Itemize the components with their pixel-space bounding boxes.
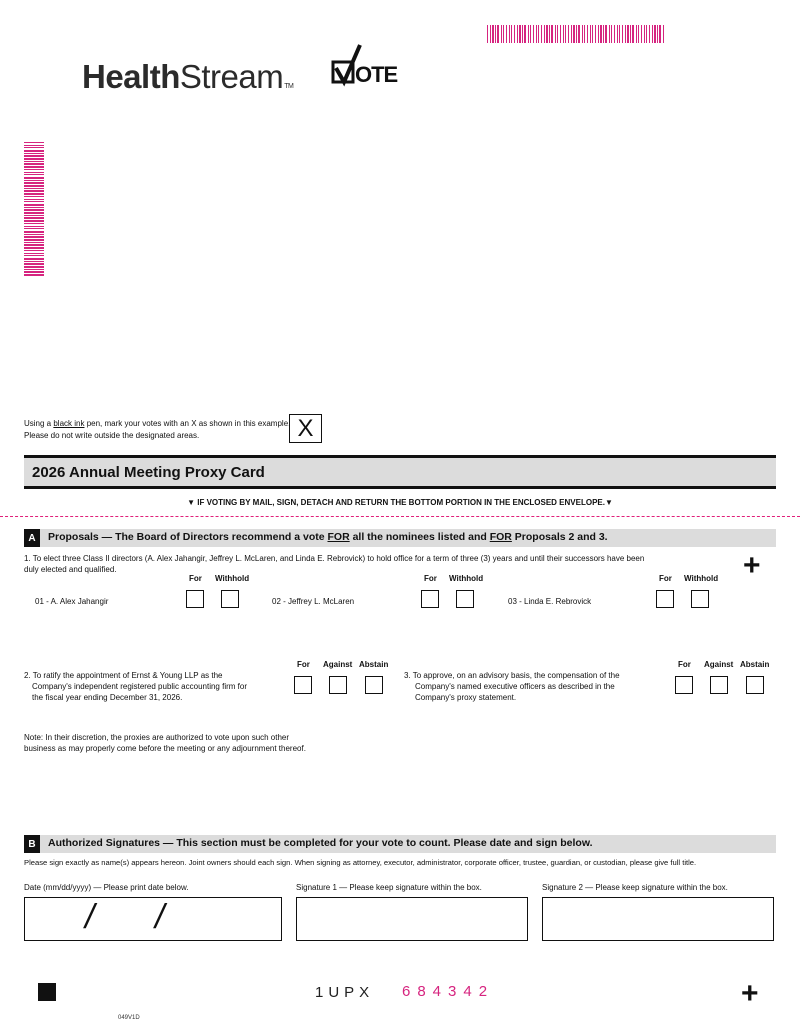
col-for-1: For	[189, 574, 202, 583]
barcode-bar	[24, 236, 44, 238]
barcode-bar	[528, 25, 529, 43]
heading-part-3: Proposals 2 and 3.	[511, 531, 608, 543]
registration-plus-icon-bottom: +	[741, 977, 759, 1010]
barcode-bar	[24, 244, 44, 246]
proposal-1-line-2: duly elected and qualified.	[24, 565, 117, 574]
barcode-bar	[622, 25, 623, 43]
date-label: Date (mm/dd/yyyy) — Please print date below.	[24, 883, 189, 892]
barcode-bar	[592, 25, 593, 43]
barcode-bar	[24, 166, 44, 168]
p2-col-for: For	[297, 660, 310, 669]
nominee-01-for-checkbox[interactable]	[186, 590, 204, 608]
barcode-bar	[24, 274, 44, 276]
barcode-bar	[663, 25, 664, 43]
proposal-2-against-checkbox[interactable]	[329, 676, 347, 694]
instruction-line-2: Please do not write outside the designated areas.	[24, 431, 200, 440]
barcode-bar	[24, 196, 44, 197]
col-for-2: For	[424, 574, 437, 583]
barcode-bar	[652, 25, 653, 43]
barcode-bar	[644, 25, 645, 43]
proposal-3-for-checkbox[interactable]	[675, 676, 693, 694]
nominee-03-for-checkbox[interactable]	[656, 590, 674, 608]
healthstream-logo	[82, 58, 293, 96]
col-for-3: For	[659, 574, 672, 583]
barcode-bar	[24, 271, 44, 273]
barcode-bar	[24, 142, 44, 143]
logo-stream: Stream	[179, 58, 284, 95]
barcode-bar	[24, 231, 44, 233]
nominee-01: 01 - A. Alex Jahangir	[35, 597, 109, 606]
section-b-heading: Authorized Signatures — This section must be completed for your vote to count. Please date and sign below.	[48, 837, 593, 849]
barcode-bar	[538, 25, 539, 43]
barcode-bar	[24, 209, 44, 211]
proposal-2-line-3: the fiscal year ending December 31, 2026.	[32, 693, 183, 702]
barcode-bar	[24, 258, 44, 260]
barcode-bar	[573, 25, 575, 43]
vote-logo	[330, 42, 410, 97]
barcode-bar	[24, 215, 44, 216]
signing-instruction: Please sign exactly as name(s) appears hereon. Joint owners should each sign. When signing as attorney, executor, administrator, corporate officer, trustee, guardian, or custodian, please give full title.	[24, 858, 697, 867]
barcode-bar	[509, 25, 510, 43]
barcode-bar	[24, 212, 44, 214]
barcode-bar	[492, 25, 494, 43]
barcode-bar	[551, 25, 553, 43]
barcode-bar	[533, 25, 534, 43]
vote-check-icon	[330, 42, 410, 92]
barcode-bar	[630, 25, 631, 43]
barcode-bar	[24, 155, 44, 157]
logo-tm: TM	[284, 83, 294, 90]
proposal-3-line-2: Company's named executive officers as described in the	[415, 682, 615, 691]
section-b-badge: B	[24, 835, 40, 853]
card-title: 2026 Annual Meeting Proxy Card	[32, 464, 265, 481]
barcode-bar	[24, 247, 44, 249]
footer-number: 684342	[402, 983, 495, 1000]
barcode-bar	[24, 226, 44, 227]
barcode-bar	[598, 25, 599, 43]
barcode-bar	[24, 204, 44, 206]
proposal-2-text	[24, 670, 247, 703]
barcode-bar	[565, 25, 566, 43]
footer-code: 1UPX	[315, 984, 375, 1001]
marking-instructions	[24, 418, 290, 442]
signature-1-label: Signature 1 — Please keep signature within the box.	[296, 883, 482, 892]
barcode-bar	[549, 25, 550, 43]
proposal-3-against-checkbox[interactable]	[710, 676, 728, 694]
barcode-bar	[24, 182, 44, 184]
barcode-bar	[584, 25, 585, 43]
p3-col-for: For	[678, 660, 691, 669]
barcode-bar	[619, 25, 620, 43]
barcode-bar	[654, 25, 656, 43]
proposal-3-abstain-checkbox[interactable]	[746, 676, 764, 694]
instr-pre: Using a	[24, 419, 54, 428]
barcode-bar	[636, 25, 637, 43]
barcode-bar	[544, 25, 545, 43]
barcode-bar	[24, 190, 44, 192]
barcode-bar	[541, 25, 542, 43]
barcode-bar	[590, 25, 591, 43]
proposal-3-text	[404, 670, 620, 703]
barcode-bar	[511, 25, 512, 43]
p2-col-abstain: Abstain	[359, 660, 389, 669]
p3-col-against: Against	[704, 660, 734, 669]
barcode-bar	[24, 161, 44, 162]
barcode-bar	[514, 25, 515, 43]
barcode-bar	[24, 172, 44, 173]
barcode-bar	[24, 269, 44, 270]
proposal-2-abstain-checkbox[interactable]	[365, 676, 383, 694]
example-mark: X	[297, 414, 314, 442]
barcode-bar	[24, 261, 44, 262]
barcode-bar	[24, 169, 44, 170]
barcode-bar	[24, 255, 44, 256]
barcode-bar	[519, 25, 521, 43]
section-a-header	[24, 529, 776, 547]
barcode-bar	[627, 25, 629, 43]
barcode-bar	[24, 239, 44, 241]
barcode-bar	[557, 25, 558, 43]
barcode-bar	[490, 25, 491, 43]
barcode-bar	[609, 25, 610, 43]
vote-text: OTE	[355, 62, 398, 87]
heading-for-2: FOR	[489, 531, 512, 543]
instr-post: pen, mark your votes with an X as shown in this example.	[84, 419, 291, 428]
barcode-bar	[555, 25, 556, 43]
registration-plus-icon: +	[743, 549, 761, 582]
barcode-side	[24, 142, 44, 278]
heading-part-2: all the nominees listed and	[349, 531, 490, 543]
barcode-bar	[576, 25, 577, 43]
nominee-03: 03 - Linda E. Rebrovick	[508, 597, 592, 606]
barcode-bar	[600, 25, 602, 43]
barcode-bar	[24, 180, 44, 181]
barcode-bar	[641, 25, 642, 43]
barcode-bar	[24, 185, 44, 187]
proposal-2-for-checkbox[interactable]	[294, 676, 312, 694]
barcode-bar	[546, 25, 548, 43]
barcode-bar	[24, 145, 44, 146]
barcode-bar	[524, 25, 526, 43]
proposal-1-line-1: 1. To elect three Class II directors (A. Alex Jahangir, Jeffrey L. McLaren, and Linda E. Rebrovick) to hold office for a term of three (3) years and until their successors have been	[24, 554, 645, 563]
date-field[interactable]	[24, 897, 282, 941]
discretion-note	[24, 732, 306, 754]
col-withhold-1: Withhold	[215, 574, 250, 583]
card-title-bar	[24, 455, 776, 489]
barcode-bar	[24, 193, 44, 195]
barcode-bar	[638, 25, 639, 43]
barcode-bar	[560, 25, 561, 43]
proposal-1-text	[24, 553, 724, 575]
barcode-bar	[24, 207, 44, 208]
instr-underline: black ink	[53, 419, 85, 428]
note-line-1: Note: In their discretion, the proxies are authorized to vote upon such other	[24, 733, 290, 742]
barcode-bar	[587, 25, 588, 43]
barcode-top	[487, 25, 667, 43]
barcode-bar	[24, 199, 44, 200]
nominee-02: 02 - Jeffrey L. McLaren	[272, 597, 355, 606]
barcode-bar	[24, 158, 44, 160]
barcode-bar	[24, 234, 44, 235]
date-slash-1: /	[85, 898, 95, 936]
barcode-bar	[614, 25, 615, 43]
barcode-bar	[571, 25, 572, 43]
barcode-bar	[501, 25, 502, 43]
barcode-bar	[625, 25, 626, 43]
section-a-badge: A	[24, 529, 40, 547]
barcode-bar	[536, 25, 537, 43]
instruction-line-1	[24, 418, 290, 430]
signature-2-label: Signature 2 — Please keep signature within the box.	[542, 883, 728, 892]
barcode-bar	[24, 250, 44, 251]
footer-form-code: 049V1D	[118, 1015, 140, 1021]
note-line-2: business as may properly come before the meeting or any adjournment thereof.	[24, 744, 306, 753]
barcode-bar	[530, 25, 531, 43]
date-slash-2: /	[155, 898, 165, 936]
barcode-bar	[24, 153, 44, 154]
col-withhold-2: Withhold	[449, 574, 484, 583]
barcode-bar	[578, 25, 580, 43]
barcode-bar	[24, 263, 44, 265]
signature-1-field[interactable]	[296, 897, 528, 941]
detach-line	[0, 516, 800, 517]
proposal-3-line-1: 3. To approve, on an advisory basis, the compensation of the	[404, 671, 620, 680]
barcode-bar	[24, 163, 44, 165]
proposal-3-line-3: Company's proxy statement.	[415, 693, 517, 702]
barcode-bar	[568, 25, 569, 43]
barcode-bar	[497, 25, 499, 43]
logo-health: Health	[82, 58, 180, 95]
barcode-bar	[24, 150, 44, 152]
nominee-02-for-checkbox[interactable]	[421, 590, 439, 608]
example-mark-box	[289, 414, 322, 443]
signature-2-field[interactable]	[542, 897, 774, 941]
barcode-bar	[24, 217, 44, 219]
barcode-bar	[24, 223, 44, 224]
barcode-bar	[24, 177, 44, 179]
barcode-bar	[24, 228, 44, 229]
barcode-bar	[495, 25, 496, 43]
barcode-bar	[595, 25, 596, 43]
section-b-header	[24, 835, 776, 853]
heading-part-1: Proposals — The Board of Directors recommend a vote	[48, 531, 328, 543]
barcode-bar	[506, 25, 507, 43]
barcode-bar	[24, 220, 44, 222]
barcode-bar	[517, 25, 518, 43]
barcode-bar	[603, 25, 604, 43]
barcode-bar	[657, 25, 658, 43]
barcode-bar	[605, 25, 607, 43]
barcode-bar	[24, 266, 44, 268]
proposal-2-line-1: 2. To ratify the appointment of Ernst & Young LLP as the	[24, 671, 223, 680]
section-a-heading	[48, 531, 608, 543]
proposal-2-line-2: Company's independent registered public accounting firm for	[32, 682, 247, 691]
nominee-01-withhold-checkbox[interactable]	[221, 590, 239, 608]
barcode-bar	[24, 147, 44, 148]
barcode-bar	[632, 25, 634, 43]
barcode-bar	[611, 25, 612, 43]
barcode-bar	[24, 174, 44, 175]
barcode-bar	[24, 188, 44, 189]
barcode-bar	[24, 253, 44, 254]
barcode-bar	[24, 201, 44, 202]
heading-for-1: FOR	[327, 531, 350, 543]
barcode-bar	[582, 25, 583, 43]
barcode-bar	[649, 25, 650, 43]
nominee-03-withhold-checkbox[interactable]	[691, 590, 709, 608]
barcode-bar	[659, 25, 661, 43]
col-withhold-3: Withhold	[684, 574, 719, 583]
p3-col-abstain: Abstain	[740, 660, 770, 669]
mail-instruction: ▼ IF VOTING BY MAIL, SIGN, DETACH AND RETURN THE BOTTOM PORTION IN THE ENCLOSED ENVELOPE.▼	[187, 498, 613, 507]
barcode-bar	[487, 25, 488, 43]
barcode-bar	[563, 25, 564, 43]
p2-col-against: Against	[323, 660, 353, 669]
barcode-bar	[503, 25, 504, 43]
barcode-bar	[24, 242, 44, 243]
barcode-bar	[617, 25, 618, 43]
barcode-bar	[646, 25, 647, 43]
nominee-02-withhold-checkbox[interactable]	[456, 590, 474, 608]
registration-square	[38, 983, 56, 1001]
barcode-bar	[522, 25, 523, 43]
